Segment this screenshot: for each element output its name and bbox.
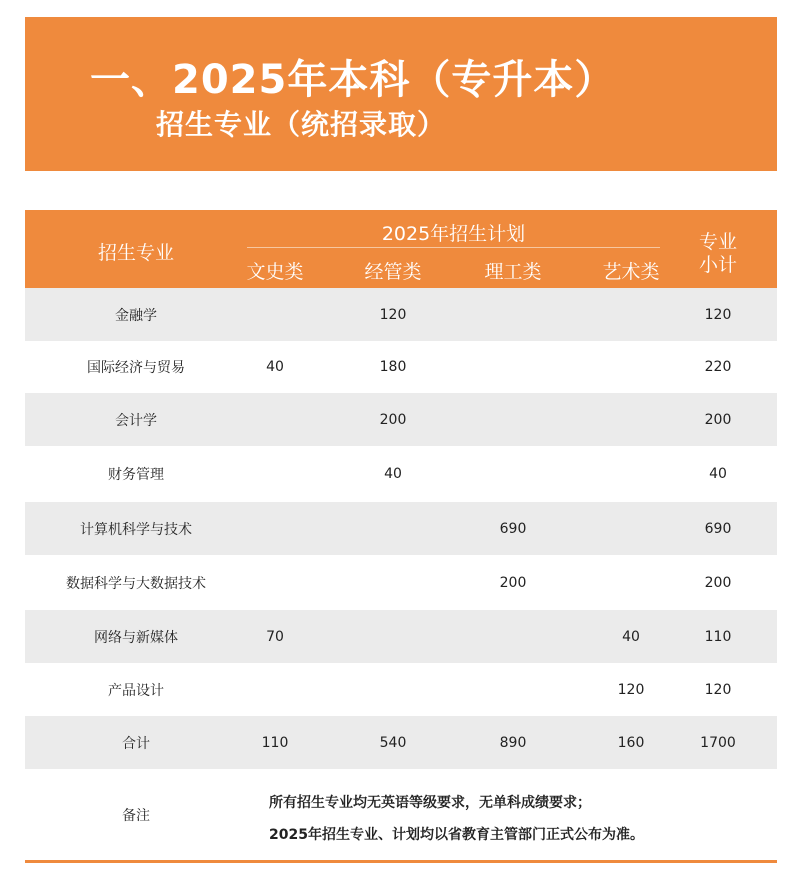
row-yishu: 120	[617, 681, 645, 698]
row-major: 金融学	[115, 307, 157, 324]
header-cat-jingguan: 经管类	[364, 261, 422, 283]
row-ligong	[466, 663, 560, 716]
row-ligong	[466, 288, 560, 341]
header-major: 招生专业	[97, 242, 174, 264]
table-row	[25, 610, 777, 663]
row-subtotal: 120	[704, 681, 732, 698]
row-major: 财务管理	[108, 467, 164, 483]
row-jingguan	[345, 502, 441, 555]
row-yishu	[585, 502, 677, 555]
row-jingguan	[345, 610, 441, 663]
bottom-divider	[25, 860, 777, 863]
row-subtotal: 120	[704, 306, 732, 323]
table-row	[25, 555, 777, 610]
header-subtotal-1: 专业	[698, 231, 737, 253]
row-subtotal: 200	[704, 411, 732, 428]
row-subtotal: 220	[704, 359, 732, 375]
row-subtotal: 40	[709, 466, 727, 482]
row-ligong	[466, 446, 560, 502]
row-jingguan: 40	[384, 466, 402, 482]
row-wenshi	[247, 663, 303, 716]
row-subtotal: 690	[704, 520, 732, 537]
row-yishu	[585, 555, 677, 610]
row-yishu	[585, 446, 677, 502]
notes-line-1: 所有招生专业均无英语等级要求，无单科成绩要求；	[269, 795, 591, 811]
row-yishu	[585, 288, 677, 341]
row-ligong	[466, 341, 560, 393]
total-yishu: 160	[617, 734, 645, 751]
header-plan: 2025年招生计划	[381, 223, 526, 245]
row-major: 会计学	[115, 412, 157, 429]
row-subtotal: 200	[704, 574, 732, 591]
row-wenshi	[247, 393, 303, 446]
total-row	[25, 716, 777, 769]
total-wenshi: 110	[261, 734, 289, 751]
table-row	[25, 341, 777, 393]
notes-label: 备注	[122, 808, 150, 824]
table-row	[25, 502, 777, 555]
row-major: 产品设计	[108, 682, 164, 699]
row-wenshi: 70	[266, 628, 284, 645]
row-wenshi	[247, 502, 303, 555]
header-cat-yishu: 艺术类	[602, 261, 660, 283]
row-ligong	[466, 610, 560, 663]
total-ligong: 890	[499, 734, 527, 751]
page-subtitle: 招生专业（统招录取）	[156, 108, 447, 141]
row-wenshi: 40	[266, 359, 284, 375]
title-banner	[25, 17, 777, 171]
header-subtotal-2: 小计	[698, 254, 737, 276]
row-yishu: 40	[622, 628, 640, 645]
table-row	[25, 393, 777, 446]
header-cat-ligong: 理工类	[484, 261, 542, 283]
notes-section	[25, 770, 777, 860]
page-title: 一、2025年本科（专升本）	[90, 57, 616, 103]
table-row	[25, 663, 777, 716]
row-jingguan	[345, 663, 441, 716]
row-major: 数据科学与大数据技术	[66, 575, 206, 592]
row-subtotal: 110	[704, 628, 732, 645]
notes-line-2: 2025年招生专业、计划均以省教育主管部门正式公布为准。	[269, 827, 644, 843]
total-jingguan: 540	[379, 734, 407, 751]
row-major: 网络与新媒体	[94, 629, 178, 646]
total-label: 合计	[122, 735, 150, 752]
row-major: 国际经济与贸易	[87, 360, 185, 376]
table-row	[25, 446, 777, 502]
row-ligong: 200	[499, 574, 527, 591]
row-jingguan: 180	[379, 359, 407, 375]
header-cat-wenshi: 文史类	[246, 261, 304, 283]
table-header	[25, 210, 777, 288]
table-row	[25, 288, 777, 341]
row-wenshi	[247, 555, 303, 610]
row-ligong	[466, 393, 560, 446]
row-yishu	[585, 341, 677, 393]
row-yishu	[585, 393, 677, 446]
row-jingguan: 120	[379, 306, 407, 323]
row-ligong: 690	[499, 520, 527, 537]
row-jingguan: 200	[379, 411, 407, 428]
row-major: 计算机科学与技术	[80, 521, 192, 538]
row-wenshi	[247, 288, 303, 341]
header-divider	[247, 247, 660, 248]
row-wenshi	[247, 446, 303, 502]
total-subtotal: 1700	[700, 734, 736, 751]
row-jingguan	[345, 555, 441, 610]
